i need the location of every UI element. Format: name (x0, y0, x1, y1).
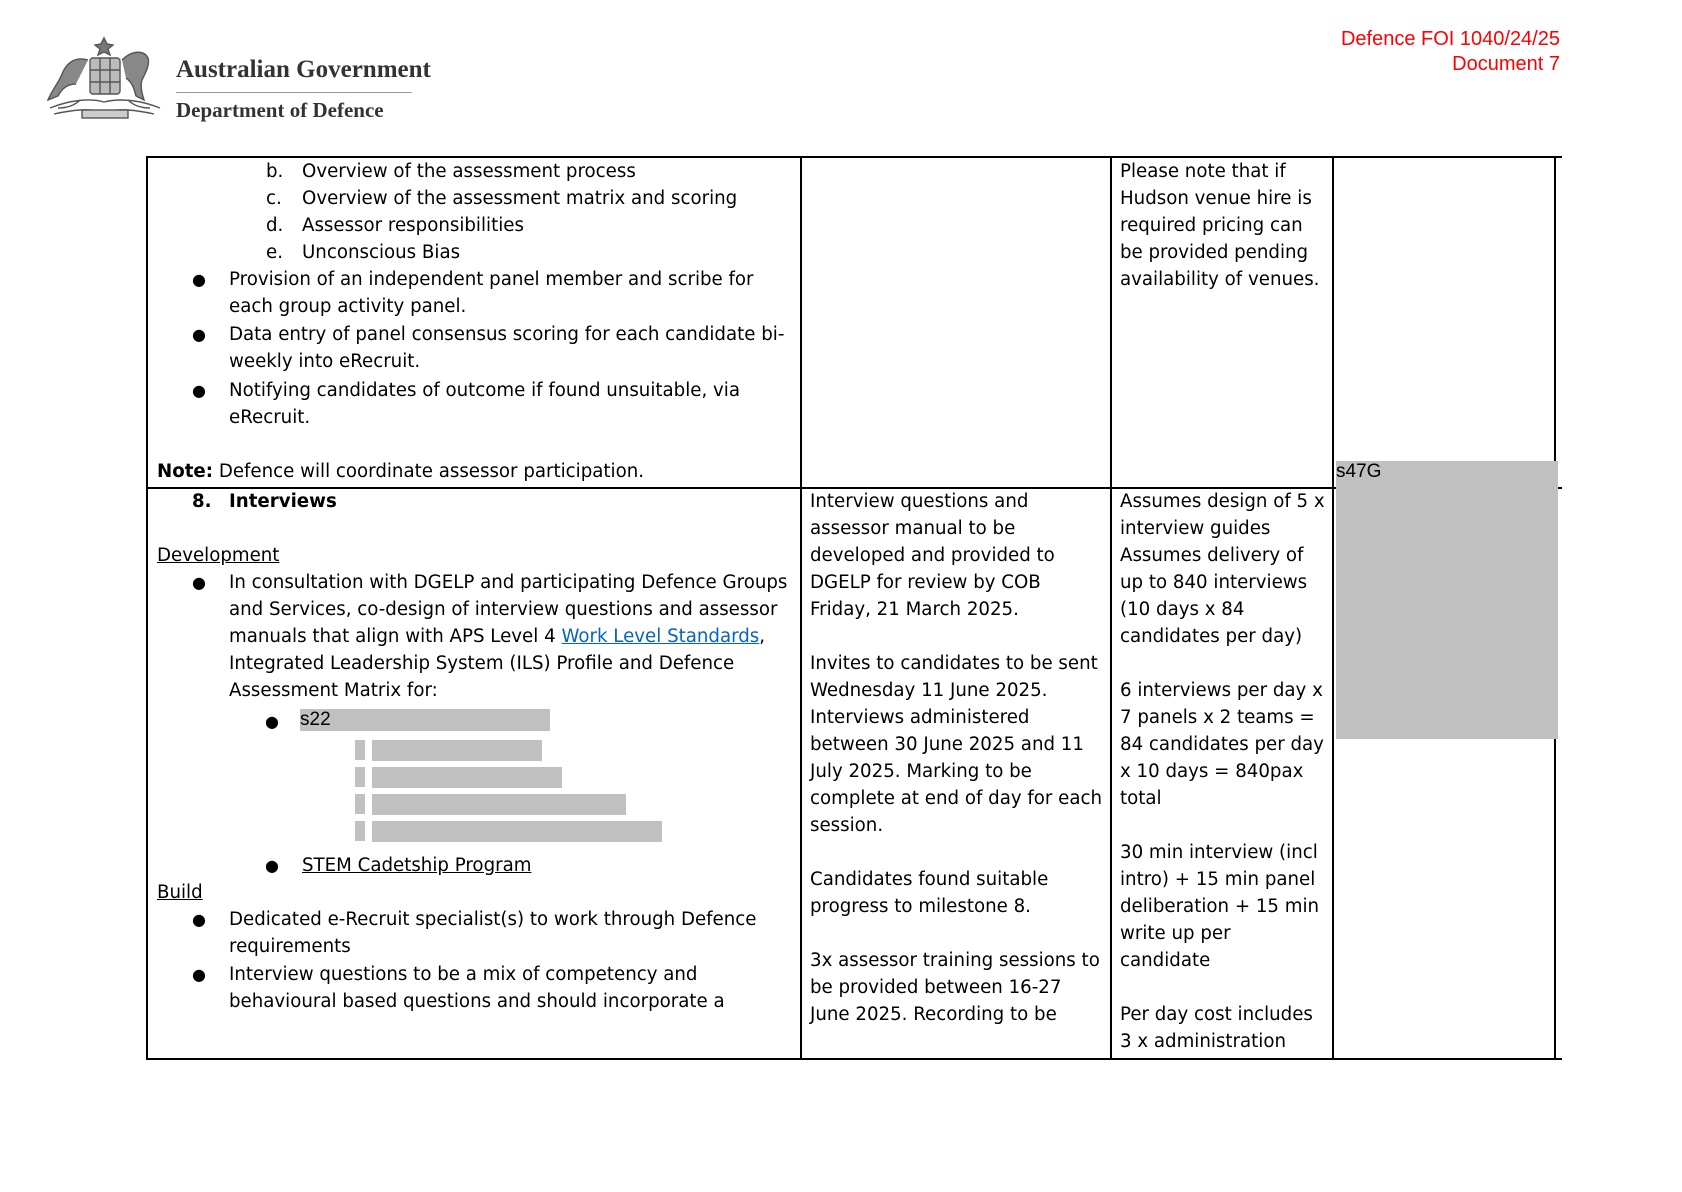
cell-line: candidates per day) (1120, 626, 1303, 647)
cell-line: (10 days x 84 (1120, 599, 1245, 620)
list-item: Overview of the assessment process (302, 161, 636, 182)
redaction-s47g (1336, 461, 1558, 739)
bullet-icon: ● (265, 856, 279, 875)
list-marker: c. (266, 188, 282, 209)
redaction-code: s47G (1336, 461, 1382, 482)
list-item: Assessor responsibilities (302, 215, 524, 236)
section-number: 8. (192, 491, 212, 512)
list-item: Unconscious Bias (302, 242, 461, 263)
text-run: , (759, 626, 766, 647)
cell-line: write up per (1120, 923, 1231, 944)
cell-line: Assumes delivery of (1120, 545, 1304, 566)
cell-line: required pricing can (1120, 215, 1303, 236)
redaction-block (355, 767, 365, 787)
bullet-text: Interview questions to be a mix of competency and (229, 964, 698, 985)
cell-line: deliberation + 15 min (1120, 896, 1320, 917)
note-label: Note: (157, 461, 214, 482)
bullet-icon: ● (265, 712, 279, 731)
bullet-text: Integrated Leadership System (ILS) Profile and Defence (229, 653, 735, 674)
bullet-text: behavioural based questions and should incorporate a (229, 991, 725, 1012)
coat-of-arms-logo (40, 30, 170, 126)
bullet-text: Data entry of panel consensus scoring for each candidate bi- (229, 324, 785, 345)
bullet-text: and Services, co-design of interview questions and assessor (229, 599, 778, 620)
list-marker: b. (266, 161, 284, 182)
cell-line: Interviews administered (810, 707, 1030, 728)
bullet-text (229, 623, 765, 650)
bullet-text: Dedicated e-Recruit specialist(s) to work through Defence (229, 909, 757, 930)
header-divider (176, 92, 412, 93)
bullet-text: In consultation with DGELP and participating Defence Groups (229, 572, 788, 593)
department-name: Department of Defence (176, 98, 384, 122)
bullet-text: eRecruit. (229, 407, 311, 428)
cell-line: 6 interviews per day x (1120, 680, 1323, 701)
cell-line: complete at end of day for each (810, 788, 1103, 809)
bullet-text: Provision of an independent panel member and scribe for (229, 269, 754, 290)
cell-line: June 2025. Recording to be (810, 1004, 1057, 1025)
redaction-block (355, 821, 365, 841)
cell-line: Friday, 21 March 2025. (810, 599, 1019, 620)
cell-line: progress to milestone 8. (810, 896, 1031, 917)
bullet-icon: ● (192, 270, 206, 289)
redaction-code: s22 (300, 709, 331, 730)
cell-line: Candidates found suitable (810, 869, 1049, 890)
cell-line: 3 x administration (1120, 1031, 1287, 1052)
cell-line: be provided between 16-27 (810, 977, 1062, 998)
bullet-icon: ● (192, 381, 206, 400)
note-text: Defence will coordinate assessor participation. (213, 461, 645, 482)
note (157, 458, 644, 485)
cell-line: Interview questions and (810, 491, 1029, 512)
redaction-block (355, 740, 365, 760)
cell-line: 84 candidates per day (1120, 734, 1324, 755)
cell-line: intro) + 15 min panel (1120, 869, 1316, 890)
bullet-text: each group activity panel. (229, 296, 467, 317)
redaction-block (372, 767, 562, 788)
redaction-block (372, 821, 662, 842)
foi-reference: Defence FOI 1040/24/25 (1340, 28, 1560, 50)
section-heading: Interviews (229, 491, 337, 512)
bullet-text: weekly into eRecruit. (229, 351, 421, 372)
bullet-icon: ● (192, 965, 206, 984)
stem-program: STEM Cadetship Program (302, 855, 532, 876)
cell-line: developed and provided to (810, 545, 1055, 566)
cell-line: total (1120, 788, 1162, 809)
cell-line: x 10 days = 840pax (1120, 761, 1304, 782)
bullet-icon: ● (192, 573, 206, 592)
cell-line: interview guides (1120, 518, 1271, 539)
bullet-icon: ● (192, 325, 206, 344)
cell-line: Assumes design of 5 x (1120, 491, 1325, 512)
cell-line: DGELP for review by COB (810, 572, 1041, 593)
redaction-block (372, 740, 542, 761)
cell-line: assessor manual to be (810, 518, 1016, 539)
redaction-block (372, 794, 626, 815)
list-item: Overview of the assessment matrix and scoring (302, 188, 738, 209)
foi-stamp (1341, 27, 1560, 77)
bullet-icon: ● (192, 910, 206, 929)
cell-line: Please note that if (1120, 161, 1286, 182)
development-heading: Development (157, 545, 280, 566)
bullet-text: Notifying candidates of outcome if found unsuitable, via (229, 380, 740, 401)
build-heading: Build (157, 882, 203, 903)
list-marker: d. (266, 215, 284, 236)
cell-line: be provided pending (1120, 242, 1309, 263)
cell-line: 7 panels x 2 teams = (1120, 707, 1315, 728)
redaction-s22 (300, 709, 550, 731)
cell-line: Wednesday 11 June 2025. (810, 680, 1048, 701)
work-level-standards-link[interactable]: Work Level Standards (561, 626, 760, 647)
cell-line: candidate (1120, 950, 1211, 971)
text-run: manuals that align with APS Level 4 (229, 626, 562, 647)
cell-line: 3x assessor training sessions to (810, 950, 1100, 971)
cell-line: Invites to candidates to be sent (810, 653, 1098, 674)
list-marker: e. (266, 242, 283, 263)
redaction-block (355, 794, 365, 814)
cell-line: between 30 June 2025 and 11 (810, 734, 1084, 755)
cell-line: Hudson venue hire is (1120, 188, 1312, 209)
bullet-text: Assessment Matrix for: (229, 680, 438, 701)
cell-line: up to 840 interviews (1120, 572, 1308, 593)
cell-line: Per day cost includes (1120, 1004, 1313, 1025)
cell-line: availability of venues. (1120, 269, 1320, 290)
org-name: Australian Government (176, 56, 431, 83)
bullet-text: requirements (229, 936, 351, 957)
cell-line: July 2025. Marking to be (810, 761, 1032, 782)
cell-line: session. (810, 815, 884, 836)
document-number: Document 7 (1452, 53, 1560, 75)
cell-line: 30 min interview (incl (1120, 842, 1318, 863)
